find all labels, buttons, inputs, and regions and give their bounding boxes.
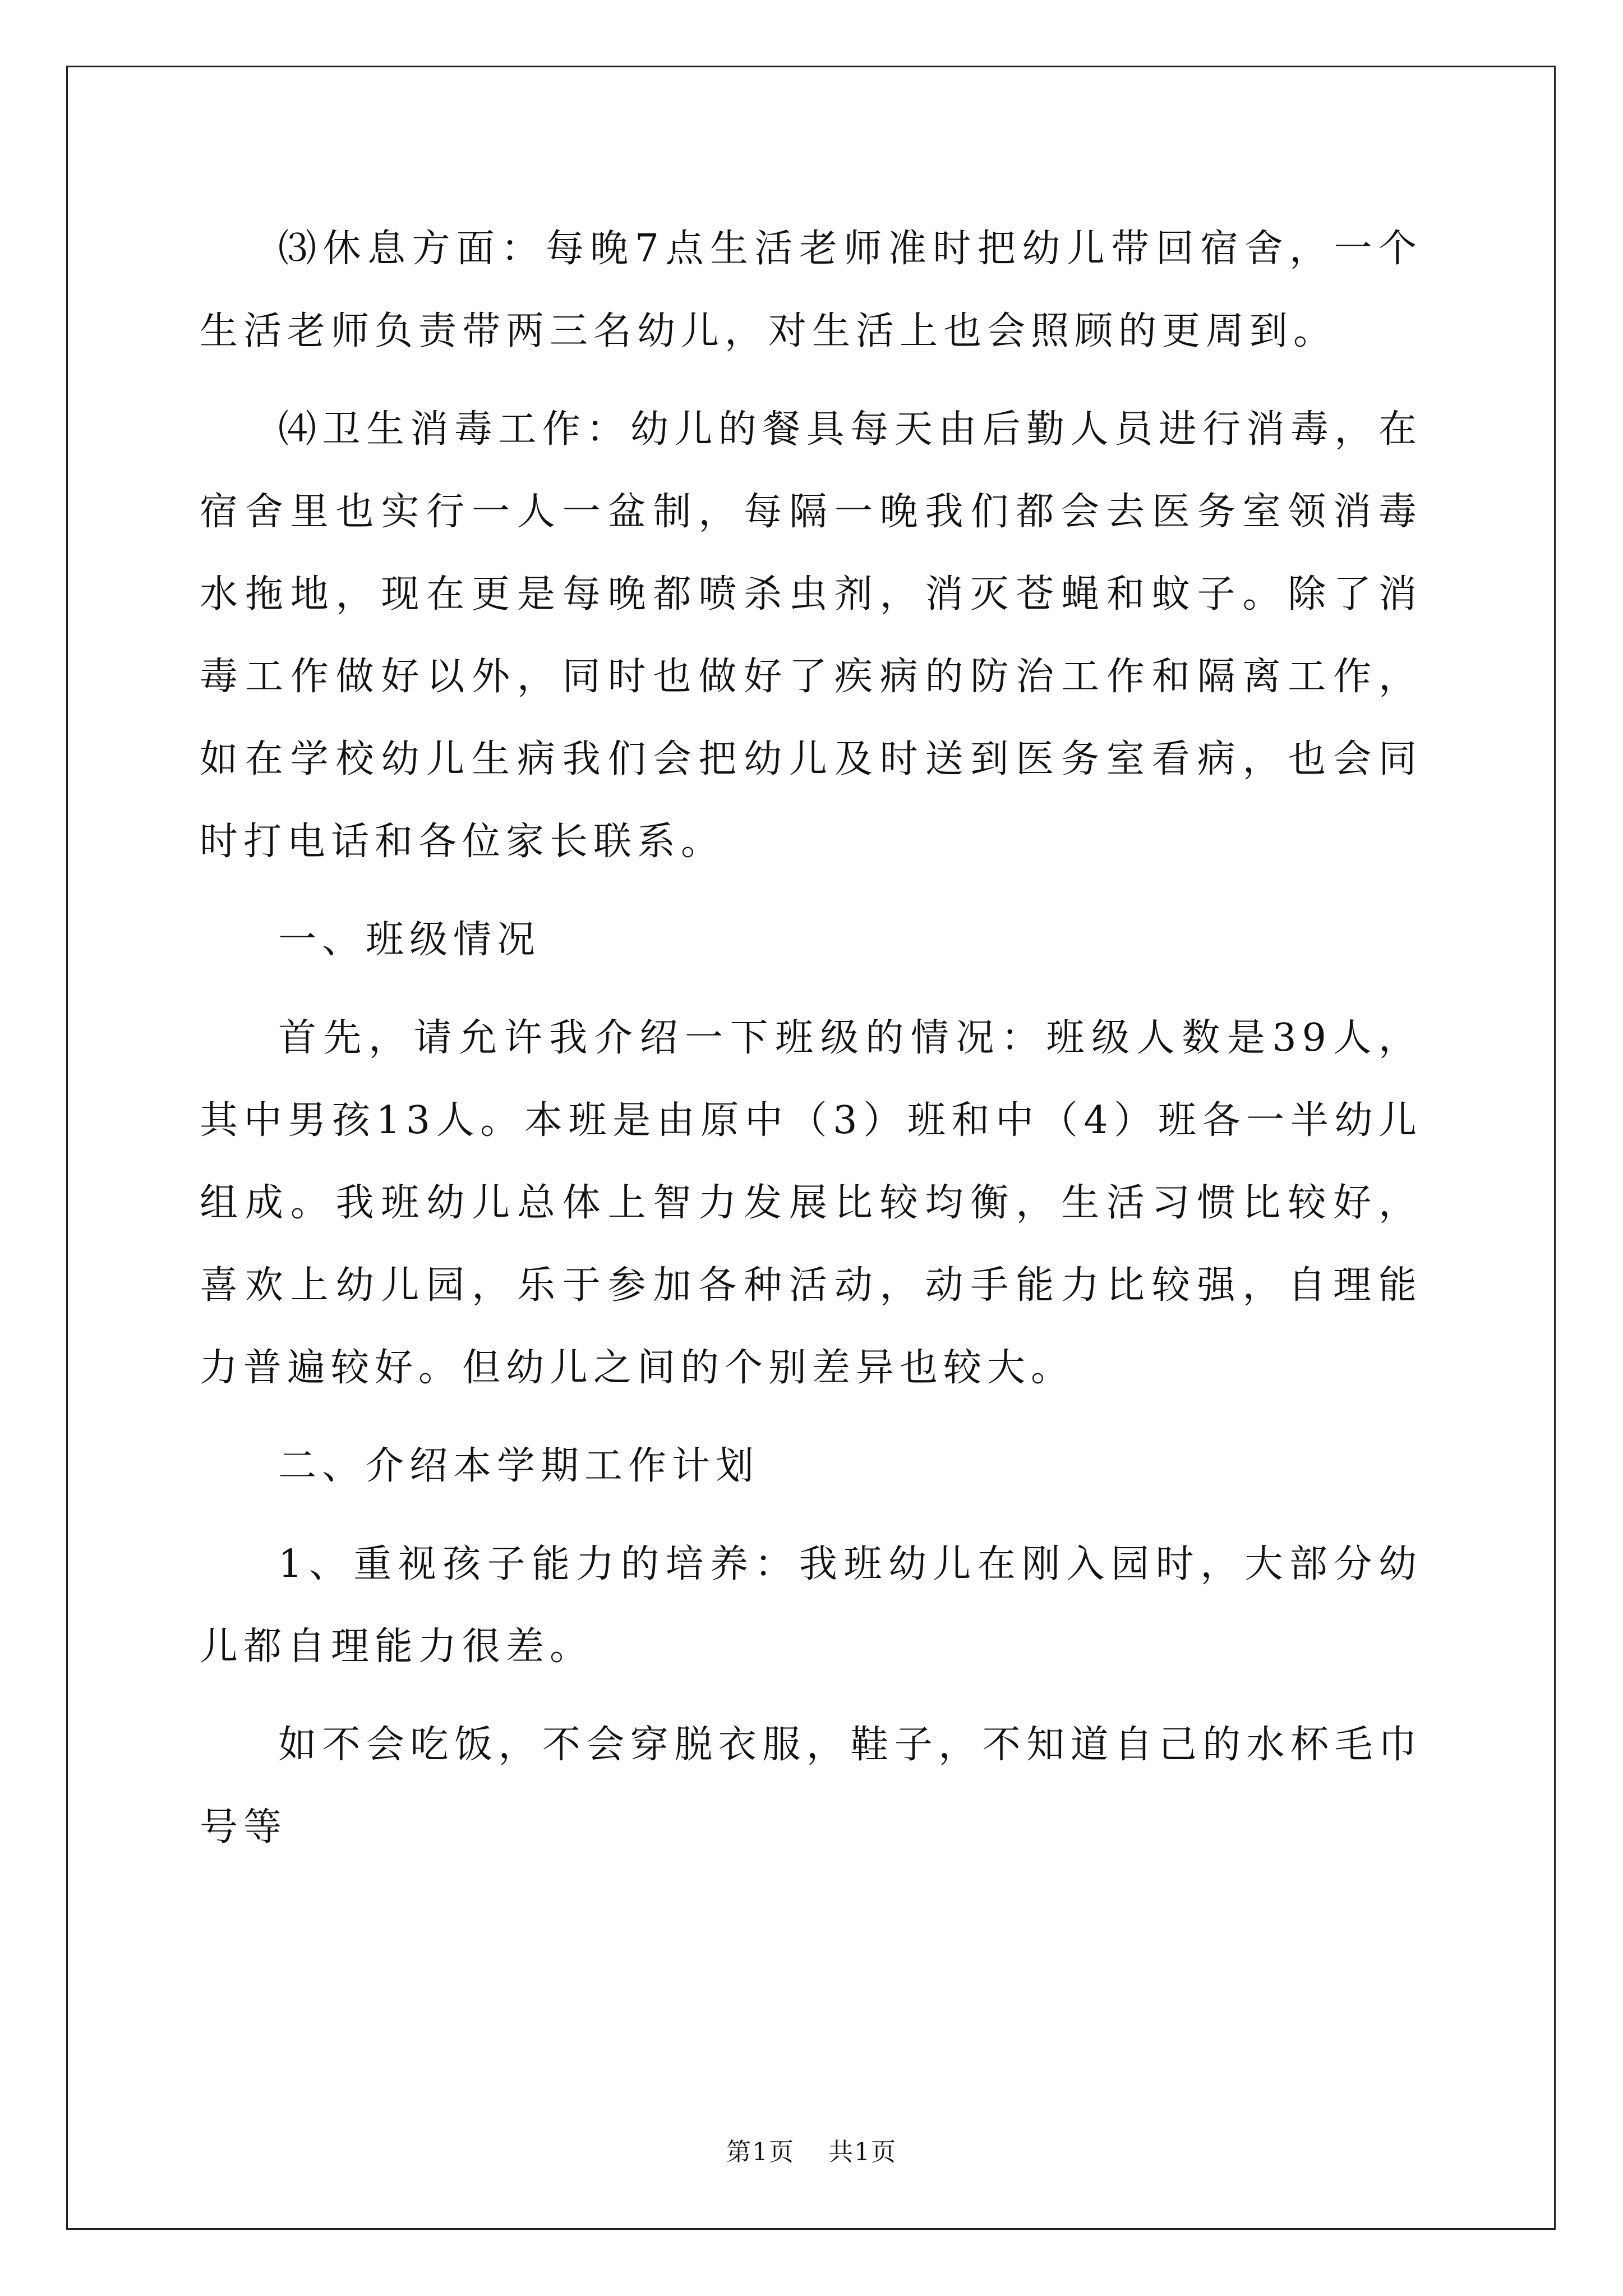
page-footer — [0, 2132, 1623, 2168]
paragraph-class-situation: 首先，请允许我介绍一下班级的情况：班级人数是39人，其中男孩13人。本班是由原中（3）班和中（4）班各一半幼儿组成。我班幼儿总体上智力发展比较均衡，生活习惯比较好，喜欢上幼儿园，乐于参加各种活动，动手能力比较强，自理能力普遍较好。但幼儿之间的个别差异也较大。 — [200, 1016, 1422, 1390]
section-heading-work-plan: 二、介绍本学期工作计划 — [278, 1444, 760, 1488]
paragraph-hygiene: ⑷卫生消毒工作：幼儿的餐具每天由后勤人员进行消毒，在宿舍里也实行一人一盆制，每隔一晚我们都会去医务室领消毒水拖地，现在更是每晚都喷杀虫剂，消灭苍蝇和蚊子。除了消毒工作做好以外，同时也做好了疾病的防治工作和隔离工作，如在学校幼儿生病我们会把幼儿及时送到医务室看病，也会同时打电话和各位家长联系。 — [200, 407, 1422, 864]
page-number: 第1页 — [726, 2138, 795, 2166]
paragraph-examples: 如不会吃饭，不会穿脱衣服，鞋子，不知道自己的水杯毛巾号等 — [200, 1723, 1422, 1849]
document-body — [200, 208, 1422, 1884]
paragraph-ability-training: 1、重视孩子能力的培养：我班幼儿在刚入园时，大部分幼儿都自理能力很差。 — [200, 1542, 1422, 1669]
section-heading-class-situation: 一、班级情况 — [278, 918, 541, 962]
page-total: 共1页 — [828, 2138, 897, 2166]
paragraph-rest: ⑶休息方面：每晚7点生活老师准时把幼儿带回宿舍，一个生活老师负责带两三名幼儿，对生活上也会照顾的更周到。 — [200, 227, 1422, 353]
